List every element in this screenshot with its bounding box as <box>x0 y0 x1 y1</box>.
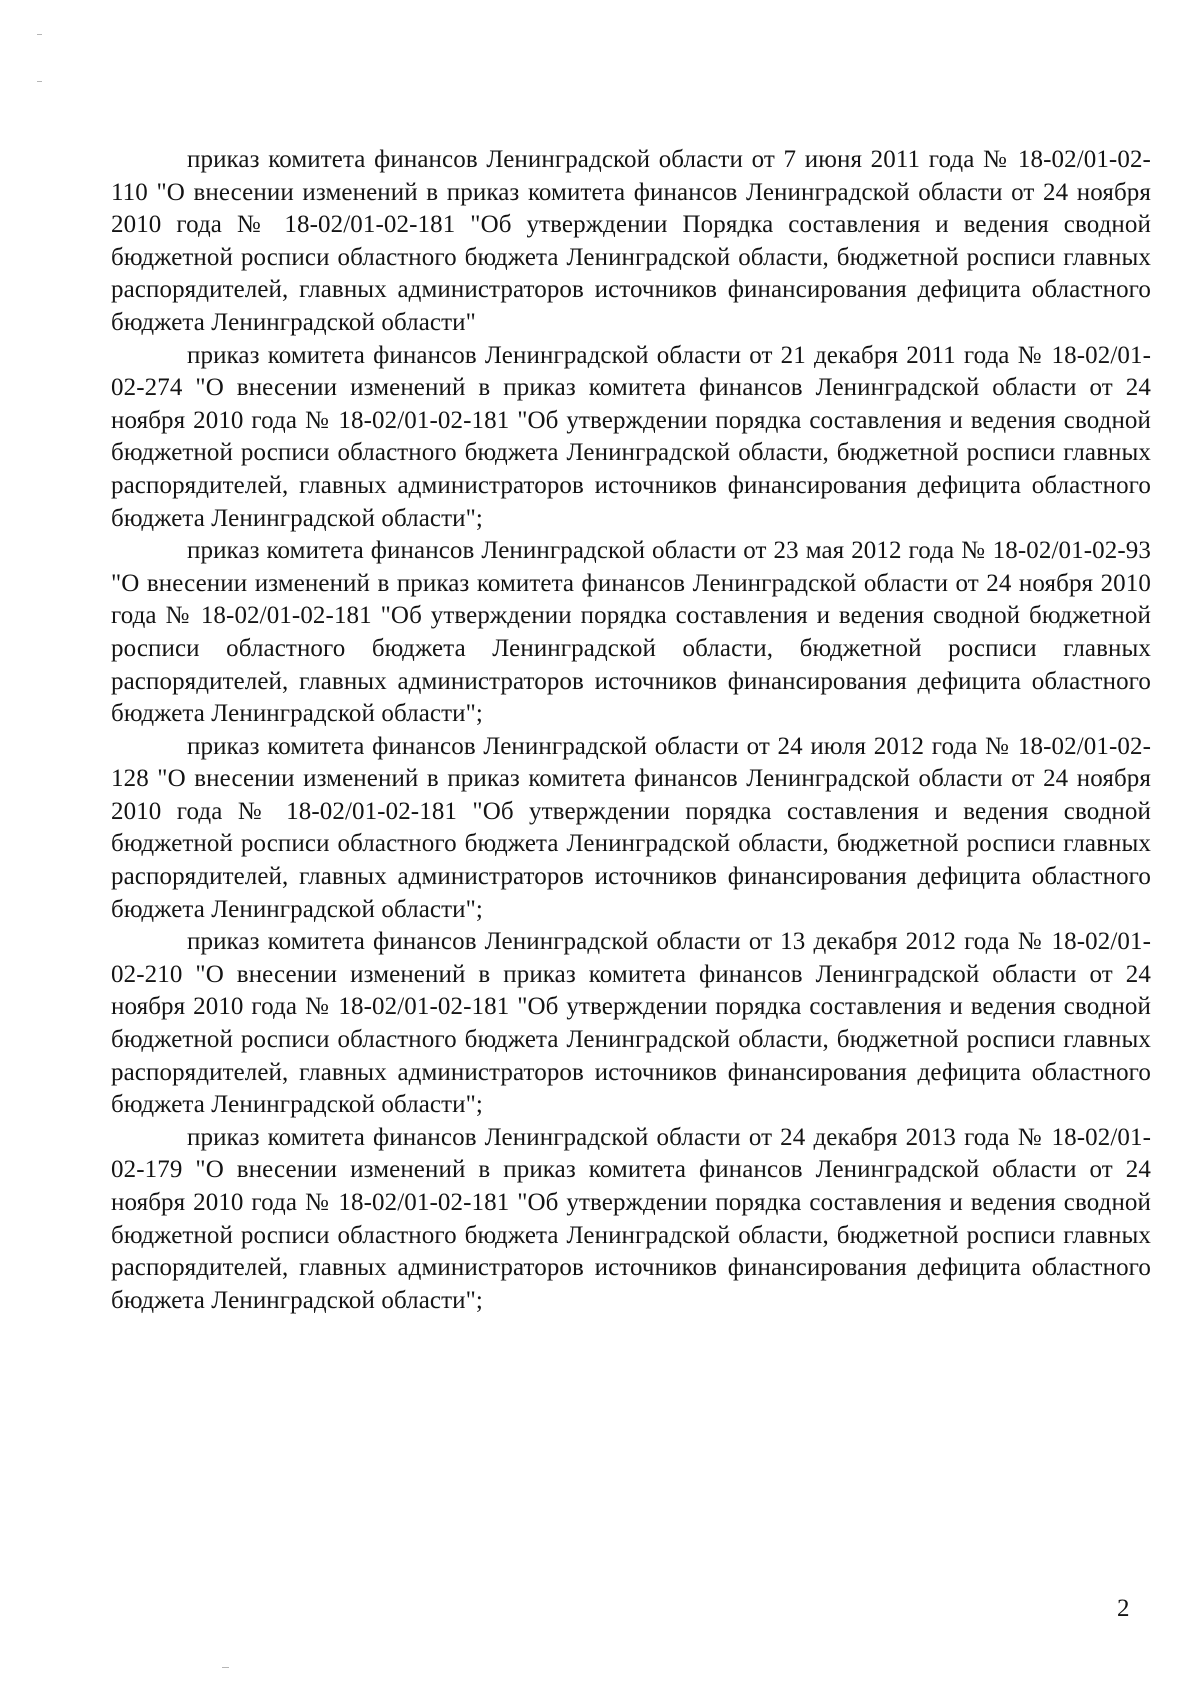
scan-artifact-mark <box>37 34 42 35</box>
page-number: 2 <box>1117 1595 1130 1622</box>
order-list-item: приказ комитета финансов Ленинградской области от 13 декабря 2012 года № 18-02/01-02-210 "О внесении изменений в приказ комитета финансов Ленинградской области от 24 ноября 2010 года № 18-02/01-02-181 "Об утверждении порядка составления и ведения сводной бюджетной росписи областного бюджета Ленинградской области, бюджетной росписи главных распорядителей, главных администраторов источников финансирования дефицита областного бюджета Ленинградской области"; <box>111 928 1151 1119</box>
document-body <box>111 144 1151 1317</box>
order-list-item: приказ комитета финансов Ленинградской области от 24 декабря 2013 года № 18-02/01-02-179 "О внесении изменений в приказ комитета финансов Ленинградской области от 24 ноября 2010 года № 18-02/01-02-181 "Об утверждении порядка составления и ведения сводной бюджетной росписи областного бюджета Ленинградской области, бюджетной росписи главных распорядителей, главных администраторов источников финансирования дефицита областного бюджета Ленинградской области"; <box>111 1123 1151 1314</box>
order-list-item: приказ комитета финансов Ленинградской области от 24 июля 2012 года № 18-02/01-02-128 "О внесении изменений в приказ комитета финансов Ленинградской области от 24 ноября 2010 года № 18-02/01-02-181 "Об утверждении порядка составления и ведения сводной бюджетной росписи областного бюджета Ленинградской области, бюджетной росписи главных распорядителей, главных администраторов источников финансирования дефицита областного бюджета Ленинградской области"; <box>111 732 1151 923</box>
order-list-item: приказ комитета финансов Ленинградской области от 23 мая 2012 года № 18-02/01-02-93 "О внесении изменений в приказ комитета финансов Ленинградской области от 24 ноября 2010 года № 18-02/01-02-181 "Об утверждении порядка составления и ведения сводной бюджетной росписи областного бюджета Ленинградской области, бюджетной росписи главных распорядителей, главных администраторов источников финансирования дефицита областного бюджета Ленинградской области"; <box>111 537 1151 728</box>
scan-artifact-mark <box>37 81 42 82</box>
scan-artifact-mark <box>222 1667 229 1668</box>
order-list-item: приказ комитета финансов Ленинградской области от 21 декабря 2011 года № 18-02/01-02-274 "О внесении изменений в приказ комитета финансов Ленинградской области от 24 ноября 2010 года № 18-02/01-02-181 "Об утверждении порядка составления и ведения сводной бюджетной росписи областного бюджета Ленинградской области, бюджетной росписи главных распорядителей, главных администраторов источников финансирования дефицита областного бюджета Ленинградской области"; <box>111 341 1151 532</box>
order-list-item: приказ комитета финансов Ленинградской области от 7 июня 2011 года № 18-02/01-02-110 "О внесении изменений в приказ комитета финансов Ленинградской области от 24 ноября 2010 года № 18-02/01-02-181 "Об утверждении Порядка составления и ведения сводной бюджетной росписи областного бюджета Ленинградской области, бюджетной росписи главных распорядителей, главных администраторов источников финансирования дефицита областного бюджета Ленинградской области" <box>111 146 1151 336</box>
